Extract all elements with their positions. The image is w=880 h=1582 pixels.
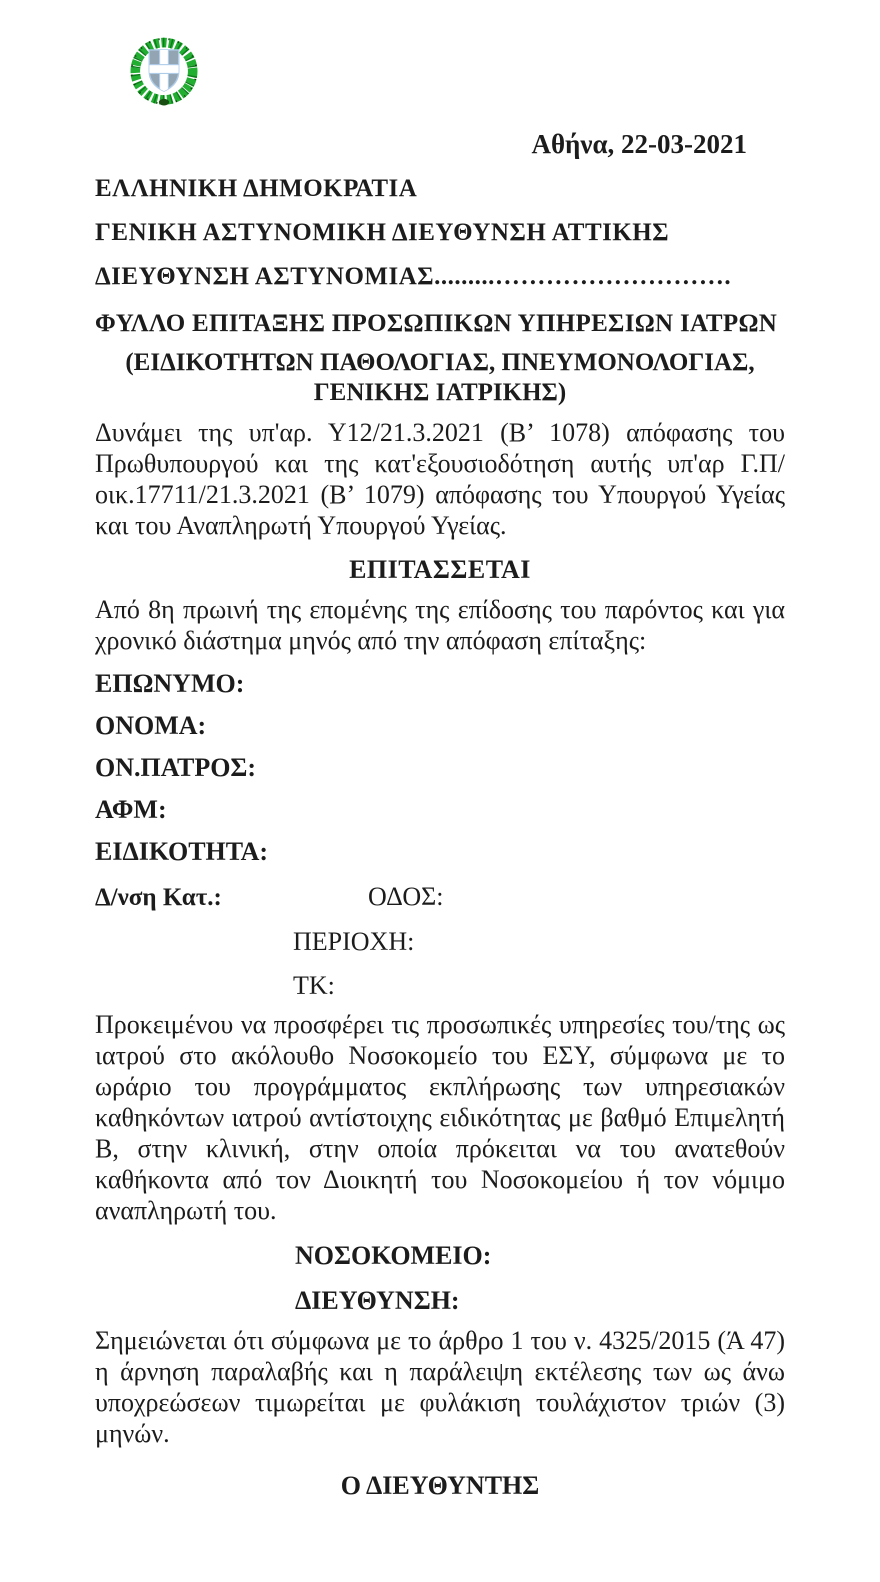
field-label-hospital: ΝΟΣΟΚΟΜΕΙΟ:	[295, 1241, 492, 1270]
field-label-specialty: ΕΙΔΙΚΟΤΗΤΑ:	[95, 837, 269, 866]
field-label-surname: ΕΠΩΝΥΜΟ:	[95, 669, 245, 698]
field-label-hospital-address: ΔΙΕΥΘΥΝΣΗ:	[295, 1286, 460, 1315]
field-label-area: ΠΕΡΙΟΧΗ:	[293, 927, 415, 956]
document-title: ΦΥΛΛΟ ΕΠΙΤΑΞΗΣ ΠΡΟΣΩΠΙΚΩΝ ΥΠΗΡΕΣΙΩΝ ΙΑΤΡΩΝ	[95, 310, 778, 337]
field-label-first-name: ΟΝΟΜΑ:	[95, 711, 207, 740]
hellenic-republic-emblem	[127, 33, 201, 111]
section-heading-requisition: ΕΠΙΤΑΣΣΕΤΑΙ	[349, 555, 531, 584]
header-line-police-division: ΔΙΕΥΘΥΝΣΗ ΑΣΤΥΝΟΜΙΑΣ.........……………………….	[95, 263, 732, 290]
header-line-republic: ΕΛΛΗΝΙΚΗ ΔΗΜΟΚΡΑΤΙΑ	[95, 175, 418, 202]
coat-of-arms-icon	[127, 33, 201, 111]
document-content	[0, 128, 880, 1501]
field-label-tax-id: ΑΦΜ:	[95, 795, 167, 824]
field-label-postal-code: ΤΚ:	[293, 971, 335, 1000]
legal-basis-paragraph: Δυνάμει της υπ'αρ. Υ12/21.3.2021 (Β’ 1078) απόφασης του Πρωθυπουργού και της κατ'εξουσιοδότηση αυτής υπ'αρ Γ.Π/ οικ.17711/21.3.2021 (Β’ 1079) απόφασης του Υπουργού Υγείας και του Αναπληρωτή Υπουργού Υγείας.	[95, 418, 785, 540]
cross-shield-icon	[148, 48, 180, 94]
penalty-paragraph: Σημειώνεται ότι σύμφωνα με το άρθρο 1 του ν. 4325/2015 (Ά 47) η άρνηση παραλαβής και η παράλειψη εκτέλεσης των ως άνω υποχρεώσεων τιμωρείται με φυλάκιση τουλάχιστον τριών (3) μηνών.	[95, 1326, 785, 1448]
order-paragraph: Από 8η πρωινή της επομένης της επίδοσης του παρόντος και για χρονικό διάστημα μηνός από την απόφαση επίταξης:	[95, 595, 785, 655]
document-subtitle: (ΕΙΔΙΚΟΤΗΤΩΝ ΠΑΘΟΛΟΓΙΑΣ, ΠΝΕΥΜΟΝΟΛΟΓΙΑΣ, ΓΕΝΙΚΗΣ ΙΑΤΡΙΚΗΣ)	[125, 349, 755, 406]
header-line-police-directorate: ΓΕΝΙΚΗ ΑΣΤΥΝΟΜΙΚΗ ΔΙΕΥΘΥΝΣΗ ΑΤΤΙΚΗΣ	[95, 219, 670, 246]
date-line: Αθήνα, 22-03-2021	[531, 129, 747, 159]
field-label-father-name: ΟΝ.ΠΑΤΡΟΣ:	[95, 753, 257, 782]
signature-title: Ο ΔΙΕΥΘΥΝΤΗΣ	[340, 1471, 540, 1500]
service-paragraph: Προκειμένου να προσφέρει τις προσωπικές υπηρεσίες του/της ως ιατρού στο ακόλουθο Νοσοκομείο του ΕΣΥ, σύμφωνα με το ωράριο του προγράμματος εκπλήρωσης των υπηρεσιακών καθηκόντων ιατρού αντίστοιχης ειδικότητας με βαθμό Επιμελητή Β, στην κλινική, στην οποία πρόκειται να του ανατεθούν καθήκοντα από τον Διοικητή του Νοσοκομείου ή τον νόμιμο αναπληρωτή του.	[95, 1010, 785, 1225]
field-label-street: ΟΔΟΣ:	[368, 882, 444, 911]
residence-row	[95, 883, 785, 912]
field-label-residence: Δ/νση Κατ.:	[95, 884, 222, 911]
